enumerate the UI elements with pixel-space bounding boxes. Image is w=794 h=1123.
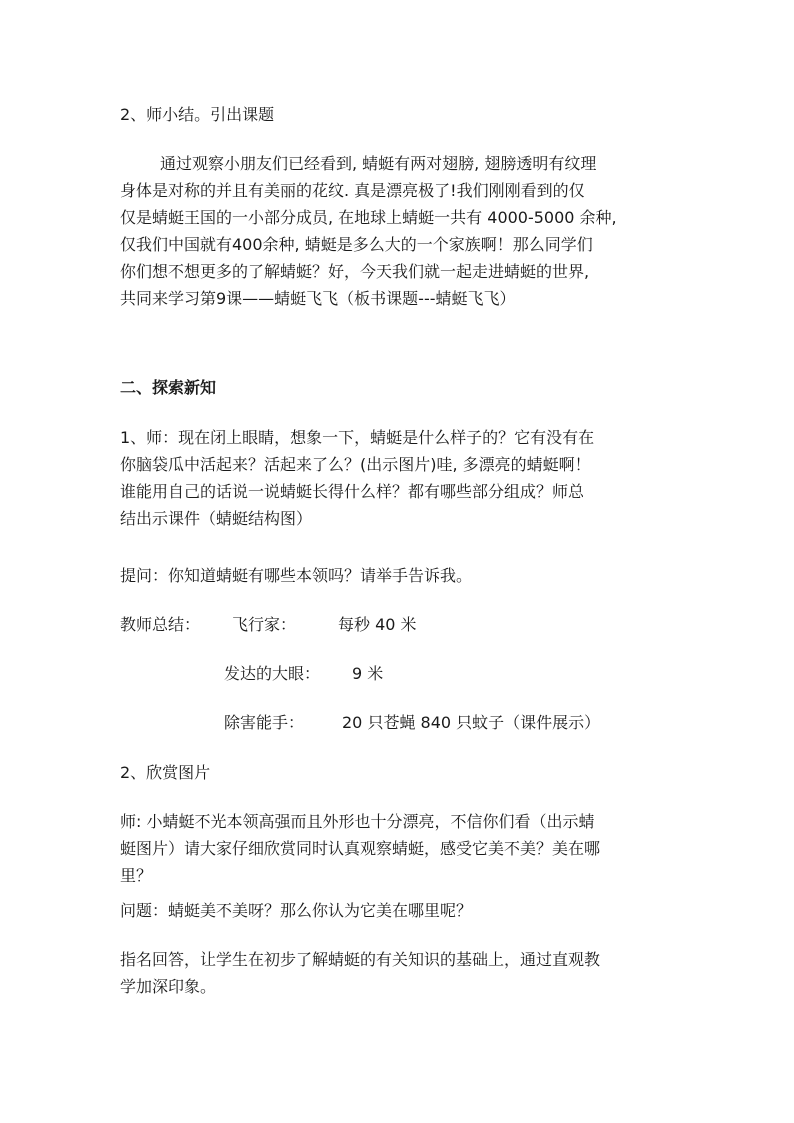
closing-paragraph — [120, 946, 680, 1000]
summary-item-value: 9 米 — [352, 664, 384, 683]
paragraph-line: 学加深印象。 — [120, 977, 217, 996]
summary-item-name: 除害能手： — [224, 713, 305, 732]
paragraph-line: 通过观察小朋友们已经看到, 蜻蜓有两对翅膀, 翅膀透明有纹理 — [160, 154, 597, 173]
summary-paragraph — [120, 150, 680, 312]
paragraph-line: 1、师：现在闭上眼睛，想象一下，蜻蜓是什么样子的？它有没有在 — [120, 428, 595, 447]
question2-line: 问题：蜻蜓美不美呀？那么你认为它美在哪里呢？ — [120, 901, 473, 920]
paragraph-line: 仅是蜻蜓王国的一小部分成员, 在地球上蜻蜓一共有 4000-5000 余种, — [120, 208, 617, 227]
paragraph-line: 谁能用自己的话说一说蜻蜓长得什么样？都有哪些部分组成？师总 — [120, 482, 585, 501]
teacher-summary-row — [120, 660, 680, 687]
teacher-summary-row — [120, 611, 680, 638]
summary-item-value: 每秒 40 米 — [338, 615, 417, 634]
paragraph-line: 共同来学习第9课——蜻蜓飞飞（板书课题---蜻蜓飞飞） — [120, 289, 516, 308]
paragraph-line: 里？ — [120, 866, 153, 885]
summary-label: 教师总结： — [120, 615, 201, 634]
paragraph-line: 指名回答，让学生在初步了解蜻蜓的有关知识的基础上，通过直观教 — [120, 950, 601, 969]
item1-paragraph — [120, 424, 680, 532]
paragraph-line: 你们想不想更多的了解蜻蜓？好，今天我们就一起走进蜻蜓的世界, — [120, 262, 590, 281]
paragraph-line: 身体是对称的并且有美丽的花纹. 真是漂亮极了!我们刚刚看到的仅 — [120, 181, 585, 200]
teacher-paragraph — [120, 808, 680, 889]
summary-item-value: 20 只苍蝇 840 只蚊子（课件展示） — [342, 713, 601, 732]
summary-item-name: 飞行家： — [232, 615, 297, 634]
question-line: 提问：你知道蜻蜓有哪些本领吗？请举手告诉我。 — [120, 566, 473, 585]
teacher-summary-row — [120, 709, 680, 736]
item2-heading: 2、欣赏图片 — [120, 763, 211, 782]
section-heading-summary: 2、师小结。引出课题 — [120, 105, 275, 124]
section-title-explore: 二、探索新知 — [120, 378, 217, 397]
summary-item-name: 发达的大眼： — [224, 664, 321, 683]
paragraph-line: 蜓图片）请大家仔细欣赏同时认真观察蜻蜓，感受它美不美？美在哪 — [120, 839, 601, 858]
paragraph-line: 你脑袋瓜中活起来？活起来了么？(出示图片)哇, 多漂亮的蜻蜓啊！ — [120, 455, 591, 474]
paragraph-line: 仅我们中国就有400余种, 蜻蜓是多么大的一个家族啊！那么同学们 — [120, 235, 593, 254]
paragraph-line: 结出示课件（蜻蜓结构图） — [120, 509, 313, 528]
paragraph-line: 师: 小蜻蜓不光本领高强而且外形也十分漂亮，不信你们看（出示蜻 — [120, 812, 595, 831]
